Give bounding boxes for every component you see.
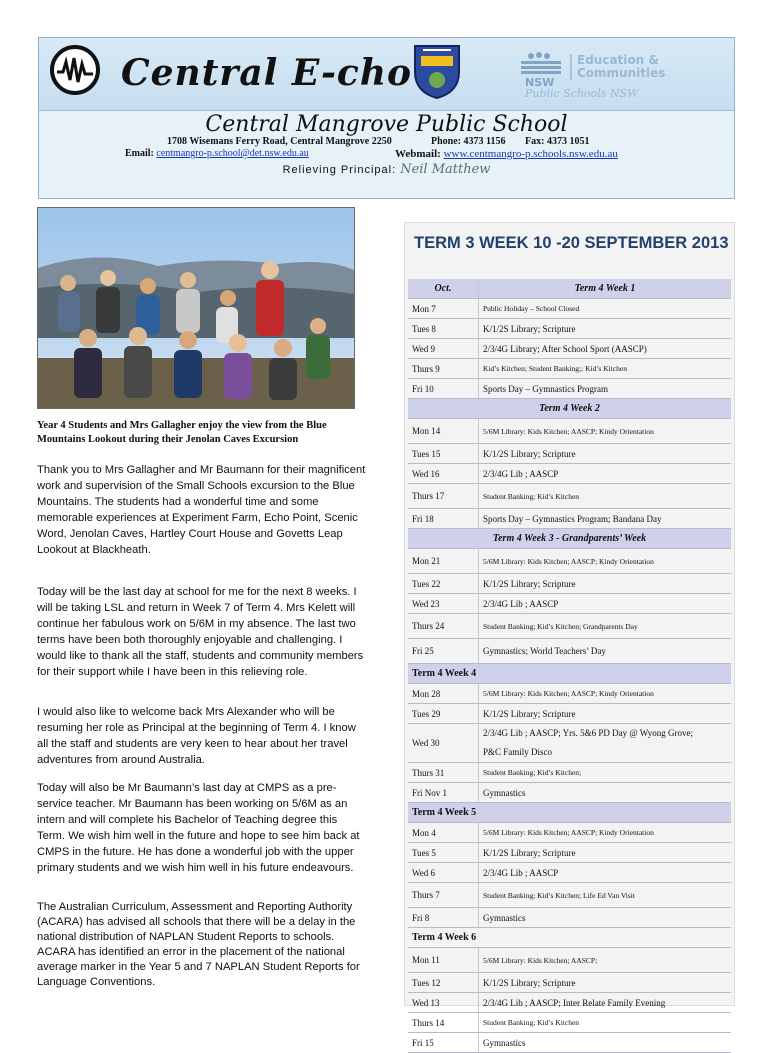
day-cell: Thurs 24: [408, 614, 479, 639]
masthead-banner: [39, 38, 734, 111]
calendar-month: Oct.: [408, 279, 479, 299]
group-photo-image: [38, 208, 354, 408]
article-paragraph-5: The Australian Curriculum, Assessment and Reporting Authority (ACARA) has advised all schools that there will be a delay in the national distribution of NAPLAN Student Reports to schools. ACARA has identified an error in the placement of the national average marker in the Year 5 and 7 NAPLAN Student Reports for Language Conventions.: [37, 901, 360, 988]
table-row: [408, 973, 731, 993]
event-cell: K/1/2S Library; Scripture: [479, 973, 732, 993]
event-cell: 5/6M Library: Kids Kitchen; AASCP; Kindy Orientation: [479, 684, 732, 704]
day-cell: Wed 30: [408, 724, 479, 763]
day-cell: Fri 25: [408, 639, 479, 664]
table-row: [408, 339, 731, 359]
week-header-row: [408, 803, 731, 823]
event-cell: 5/6M Library: Kids Kitchen; AASCP; Kindy Orientation: [479, 823, 732, 843]
table-row: [408, 299, 731, 319]
event-cell-continued: P&C Family Disco: [483, 747, 553, 757]
table-row: [408, 509, 731, 529]
day-cell: Mon 7: [408, 299, 479, 319]
nsw-abbrev: NSW: [525, 76, 555, 89]
article-paragraph-4: Today will also be Mr Baumann’s last day at CMPS as a pre-service teacher. Mr Baumann has been working on 5/6M as an intern and will complete his Bachelor of Teaching degree this Term. We wish him well in the future and hope to see him back at CMPS in the future. He has done a wonderful job with the upper primary students and we wish him well in his future endeavours.: [37, 782, 360, 874]
day-cell: Tues 15: [408, 444, 479, 464]
event-cell: 5/6M Library: Kids Kitchen; AASCP;: [479, 948, 732, 973]
nsw-tagline: Public Schools NSW: [525, 87, 639, 100]
event-cell: 2/3/4G Lib ; AASCP: [479, 594, 732, 614]
day-cell: Wed 9: [408, 339, 479, 359]
table-row: [408, 639, 731, 664]
week-heading: Term 4 Week 6: [408, 928, 731, 948]
week-header-row: [408, 399, 731, 419]
event-cell: 2/3/4G Library; After School Sport (AASCP): [479, 339, 732, 359]
day-cell: Fri 10: [408, 379, 479, 399]
week-heading: Term 4 Week 4: [408, 664, 731, 684]
school-phone: Phone: 4373 1156: [431, 136, 506, 147]
excursion-photo: [37, 207, 355, 409]
event-cell: K/1/2S Library; Scripture: [479, 704, 732, 724]
table-row: [408, 444, 731, 464]
day-cell: Thurs 9: [408, 359, 479, 379]
table-row: [408, 704, 731, 724]
table-row: [408, 484, 731, 509]
table-row: [408, 863, 731, 883]
school-name: Central Mangrove Public School: [205, 112, 568, 137]
newsletter-title: Central E-cho: [121, 52, 413, 94]
event-cell: 2/3/4G Lib ; AASCP: [479, 464, 732, 484]
event-cell: K/1/2S Library; Scripture: [479, 319, 732, 339]
day-cell: Fri 15: [408, 1033, 479, 1053]
webmail-label: Webmail:: [395, 148, 441, 160]
masthead: [38, 37, 735, 199]
principal-label: Relieving Principal:: [282, 164, 397, 176]
event-cell: Student Banking; Kid’s Kitchen: [479, 484, 732, 509]
day-cell: Tues 8: [408, 319, 479, 339]
day-cell: Tues 22: [408, 574, 479, 594]
email-label: Email:: [125, 148, 154, 159]
table-row: [408, 419, 731, 444]
day-cell: Wed 23: [408, 594, 479, 614]
event-cell: Sports Day – Gymnastics Program: [479, 379, 732, 399]
day-cell: Mon 14: [408, 419, 479, 444]
event-cell: 5/6M Library: Kids Kitchen; AASCP; Kindy Orientation: [479, 419, 732, 444]
week-heading: Term 4 Week 2: [408, 399, 731, 419]
event-cell: Gymnastics: [479, 783, 732, 803]
day-cell: Wed 16: [408, 464, 479, 484]
table-row: [408, 883, 731, 908]
event-cell: Student Banking; Kid’s Kitchen; Life Ed Van Visit: [479, 883, 732, 908]
event-cell: Public Holiday – School Closed: [479, 299, 732, 319]
photo-caption: Year 4 Students and Mrs Gallagher enjoy the view from the Blue Mountains Lookout during their Jenolan Caves Excursion: [37, 420, 327, 445]
calendar-title: TERM 3 WEEK 10 -20 SEPTEMBER 2013: [414, 234, 729, 252]
event-cell: K/1/2S Library; Scripture: [479, 444, 732, 464]
table-row: [408, 993, 731, 1013]
table-row: [408, 614, 731, 639]
school-crest-icon: [411, 42, 463, 100]
event-cell: Student Banking; Kid’s Kitchen;: [479, 763, 732, 783]
event-cell: Gymnastics: [479, 908, 732, 928]
day-cell: Tues 12: [408, 973, 479, 993]
event-cell: K/1/2S Library; Scripture: [479, 843, 732, 863]
nsw-line2: Communities: [577, 66, 666, 80]
table-row: [408, 684, 731, 704]
nsw-education-logo-icon: [519, 50, 699, 100]
day-cell: Mon 11: [408, 948, 479, 973]
day-cell: Tues 5: [408, 843, 479, 863]
week-header-row: [408, 928, 731, 948]
article-paragraph-1: Thank you to Mrs Gallagher and Mr Baumann for their magnificent work and supervision of the Small Schools excursion to the Blue Mountains. The students had a wonderful time and some memorable experiences at Experiment Farm, Echo Point, Scenic Word, Jenolan Caves, Hartley Court House and Govetts Leap Lookout at Blackheath.: [37, 464, 366, 556]
event-cell: Kid’s Kitchen; Student Banking;; Kid’s Kitchen: [479, 359, 732, 379]
table-row: [408, 359, 731, 379]
table-row: [408, 823, 731, 843]
day-cell: Tues 29: [408, 704, 479, 724]
table-row: [408, 948, 731, 973]
week-header-row: [408, 664, 731, 684]
day-cell: Wed 13: [408, 993, 479, 1013]
day-cell: Mon 4: [408, 823, 479, 843]
week-header-row: [408, 529, 731, 549]
principal-line: [39, 162, 734, 177]
table-row: [408, 594, 731, 614]
table-row: [408, 908, 731, 928]
event-cell: Student Banking; Kid’s Kitchen; Grandparents Day: [479, 614, 732, 639]
sound-wave-logo-icon: [49, 44, 101, 96]
event-cell: Gymnastics: [479, 1033, 732, 1053]
email-link[interactable]: centmangro-p.school@det.nsw.edu.au: [156, 148, 309, 159]
school-address: 1708 Wisemans Ferry Road, Central Mangrove 2250: [167, 136, 392, 147]
event-cell: Gymnastics; World Teachers’ Day: [479, 639, 732, 664]
event-cell: Sports Day – Gymnastics Program; Bandana Day: [479, 509, 732, 529]
table-row: [408, 763, 731, 783]
day-cell: Thurs 7: [408, 883, 479, 908]
event-cell: K/1/2S Library; Scripture: [479, 574, 732, 594]
school-fax: Fax: 4373 1051: [525, 136, 590, 147]
week-heading: Term 4 Week 1: [479, 279, 732, 299]
event-cell: 2/3/4G Lib ; AASCP: [479, 863, 732, 883]
table-row: [408, 1013, 731, 1033]
day-cell: Fri 8: [408, 908, 479, 928]
day-cell: Thurs 31: [408, 763, 479, 783]
event-cell: 2/3/4G Lib ; AASCP; Inter Relate Family Evening: [479, 993, 732, 1013]
day-cell: Fri Nov 1: [408, 783, 479, 803]
calendar-header-row: [408, 279, 731, 299]
principal-name: Neil Matthew: [400, 162, 491, 177]
day-cell: Thurs 14: [408, 1013, 479, 1033]
event-cell: 5/6M Library: Kids Kitchen; AASCP; Kindy Orientation: [479, 549, 732, 574]
table-row: [408, 379, 731, 399]
event-cell: Student Banking; Kid’s Kitchen: [479, 1013, 732, 1033]
table-row: [408, 783, 731, 803]
day-cell: Wed 6: [408, 863, 479, 883]
table-row: [408, 843, 731, 863]
term-calendar: [404, 222, 735, 1048]
calendar-table: [408, 279, 731, 1053]
nsw-line1: Education &: [577, 53, 659, 67]
table-row: [408, 549, 731, 574]
webmail-link[interactable]: www.centmangro-p.schools.nsw.edu.au: [443, 148, 618, 160]
table-row: [408, 464, 731, 484]
article-paragraph-2: Today will be the last day at school for me for the next 8 weeks. I will be taking LSL and return in Week 7 of Term 4. Mrs Kelett will continue her fabulous work on 5/6M in my absence. The last two terms have been both thoroughly enjoyable and challenging. I would like to thank all the staff, students and community members for their support while I have been in this relieving role.: [37, 586, 364, 678]
day-cell: Fri 18: [408, 509, 479, 529]
week-heading: Term 4 Week 3 - Grandparents’ Week: [408, 529, 731, 549]
table-row: [408, 724, 731, 763]
week-heading: Term 4 Week 5: [408, 803, 731, 823]
event-cell: 2/3/4G Lib ; AASCP; Yrs. 5&6 PD Day @ Wyong Grove;: [483, 728, 694, 738]
table-row: [408, 1033, 731, 1053]
day-cell: Mon 21: [408, 549, 479, 574]
article-paragraph-3: I would also like to welcome back Mrs Alexander who will be resuming her role as Principal at the beginning of Term 4. I know all the staff and students are very keen to hear about her travel adventures from around Australia.: [37, 706, 356, 766]
day-cell: Mon 28: [408, 684, 479, 704]
table-row: [408, 574, 731, 594]
day-cell: Thurs 17: [408, 484, 479, 509]
table-row: [408, 319, 731, 339]
